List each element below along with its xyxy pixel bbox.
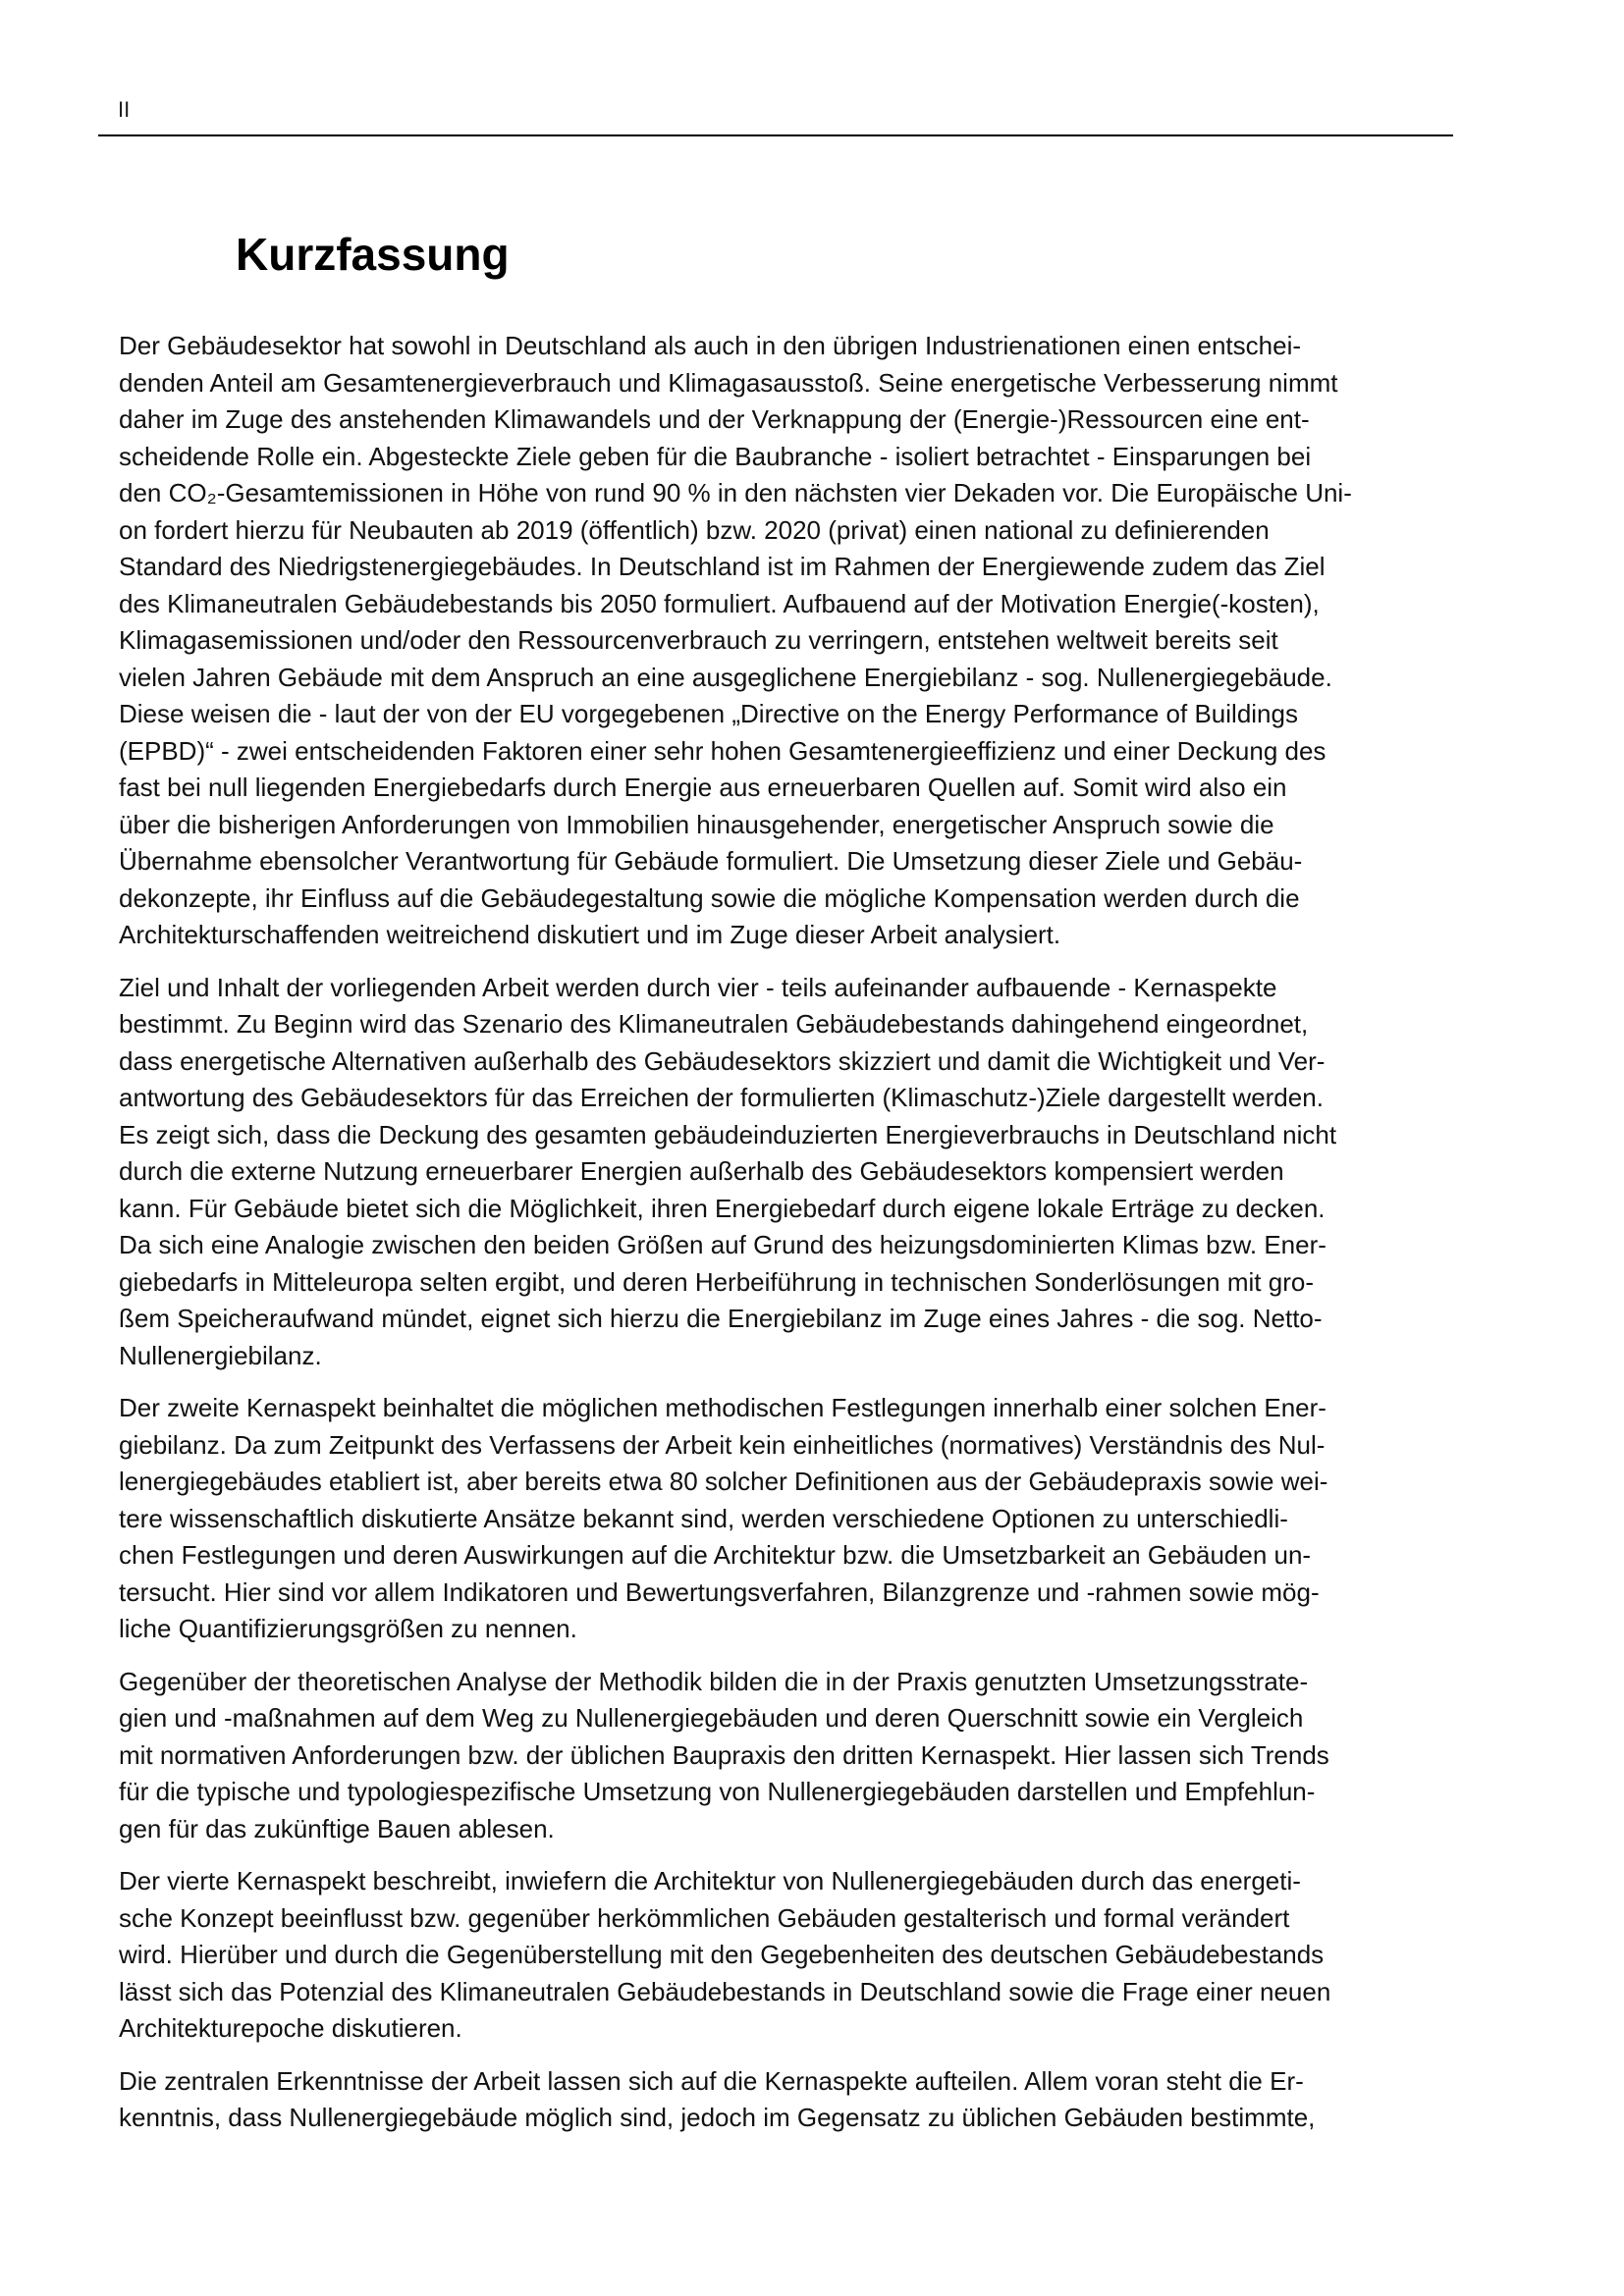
text-line: dekonzepte, ihr Einfluss auf die Gebäudegestaltung sowie die mögliche Kompensation werden durch die bbox=[119, 882, 1300, 913]
text-line: denden Anteil am Gesamtenergieverbrauch und Klimagasausstoß. Seine energetische Verbesserung nimmt bbox=[119, 367, 1338, 398]
paragraph bbox=[119, 328, 1435, 954]
text-line: lenergiegebäudes etabliert ist, aber bereits etwa 80 solcher Definitionen aus der Gebäudepraxis sowie wei- bbox=[119, 1467, 1328, 1496]
text-line: Der Gebäudesektor hat sowohl in Deutschland als auch in den übrigen Industrienationen einen entschei- bbox=[119, 331, 1301, 360]
text-line: tersucht. Hier sind vor allem Indikatoren und Bewertungsverfahren, Bilanzgrenze und -rahmen sowie mög- bbox=[119, 1576, 1320, 1607]
text-line: Der vierte Kernaspekt beschreibt, inwiefern die Architektur von Nullenergiegebäuden durch das energeti- bbox=[119, 1866, 1301, 1896]
text-line: kann. Für Gebäude bietet sich die Möglichkeit, ihren Energiebedarf durch eigene lokale Erträge zu decken. bbox=[119, 1193, 1326, 1223]
text-line: Gegenüber der theoretischen Analyse der Methodik bilden die in der Praxis genutzten Umsetzungsstrate- bbox=[119, 1666, 1309, 1696]
text-line: (EPBD)“ - zwei entscheidenden Faktoren einer sehr hohen Gesamtenergieeffizienz und einer Deckung des bbox=[119, 735, 1326, 766]
text-line: Es zeigt sich, dass die Deckung des gesamten gebäudeinduzierten Energieverbrauchs in Deutschland nicht bbox=[119, 1119, 1337, 1149]
text-line: Diese weisen die - laut der von der EU vorgegebenen „Directive on the Energy Performance of Buildings bbox=[119, 699, 1298, 728]
text-line: mit normativen Anforderungen bzw. der üblichen Baupraxis den dritten Kernaspekt. Hier lassen sich Trends bbox=[119, 1739, 1329, 1770]
text-line: Architekturschaffenden weitreichend diskutiert und im Zuge dieser Arbeit analysiert. bbox=[119, 920, 1061, 949]
text-line: dass energetische Alternativen außerhalb des Gebäudesektors skizziert und damit die Wichtigkeit und Ver- bbox=[119, 1045, 1326, 1076]
paragraph bbox=[119, 970, 1435, 1375]
text-line: liche Quantifizierungsgrößen zu nennen. bbox=[119, 1614, 577, 1643]
text-line: gien und -maßnahmen auf dem Weg zu Nullenergiegebäuden und deren Querschnitt sowie ein Vergleich bbox=[119, 1703, 1304, 1733]
text-line: on fordert hierzu für Neubauten ab 2019 (öffentlich) bzw. 2020 (privat) einen national zu definierenden bbox=[119, 514, 1270, 545]
text-line: Architekturepoche diskutieren. bbox=[119, 2013, 462, 2043]
text-line: Ziel und Inhalt der vorliegenden Arbeit werden durch vier - teils aufeinander aufbauende - Kernaspekte bbox=[119, 972, 1277, 1002]
text-line: Standard des Niedrigstenergiegebäudes. In Deutschland ist im Rahmen der Energiewende zudem das Ziel bbox=[119, 552, 1326, 581]
text-line: wird. Hierüber und durch die Gegenüberstellung mit den Gegebenheiten des deutschen Gebäudebestands bbox=[119, 1940, 1325, 1969]
text-line: ßem Speicheraufwand mündet, eignet sich hierzu die Energiebilanz im Zuge eines Jahres - die sog. Netto- bbox=[119, 1304, 1323, 1333]
text-line: antwortung des Gebäudesektors für das Erreichen der formulierten (Klimaschutz-)Ziele dargestellt werden. bbox=[119, 1083, 1324, 1112]
text-line: chen Festlegungen und deren Auswirkungen auf die Architektur bzw. die Umsetzbarkeit an Gebäuden un- bbox=[119, 1540, 1312, 1570]
text-line: bestimmt. Zu Beginn wird das Szenario des Klimaneutralen Gebäudebestands dahingehend eingeordnet, bbox=[119, 1009, 1309, 1039]
text-line: fast bei null liegenden Energiebedarfs durch Energie aus erneuerbaren Quellen auf. Somit wird also ein bbox=[119, 773, 1287, 802]
text-line: giebilanz. Da zum Zeitpunkt des Verfassens der Arbeit kein einheitliches (normatives) Verständnis des Nul- bbox=[119, 1429, 1326, 1460]
section-heading: Kurzfassung bbox=[236, 229, 510, 280]
text-line: über die bisherigen Anforderungen von Immobilien hinausgehender, energetischer Anspruch sowie die bbox=[119, 809, 1274, 839]
text-line: den CO₂-Gesamtemissionen in Höhe von rund 90 % in den nächsten vier Dekaden vor. Die Europäische Uni- bbox=[119, 478, 1352, 507]
paragraph bbox=[119, 1390, 1435, 1648]
paragraph bbox=[119, 1863, 1435, 2048]
text-line: daher im Zuge des anstehenden Klimawandels und der Verknappung der (Energie-)Ressourcen eine ent- bbox=[119, 404, 1310, 434]
text-line: tere wissenschaftlich diskutierte Ansätze bekannt sind, werden verschiedene Optionen zu unterschiedli- bbox=[119, 1503, 1288, 1533]
text-line: des Klimaneutralen Gebäudebestands bis 2050 formuliert. Aufbauend auf der Motivation Energie(-kosten), bbox=[119, 588, 1320, 618]
text-line: scheidende Rolle ein. Abgesteckte Ziele geben für die Baubranche - isoliert betrachtet - Einsparungen bei bbox=[119, 441, 1312, 471]
header-rule bbox=[98, 134, 1453, 136]
text-line: kenntnis, dass Nullenergiegebäude möglich sind, jedoch im Gegensatz zu üblichen Gebäuden bestimmte, bbox=[119, 2103, 1316, 2132]
text-line: Klimagasemissionen und/oder den Ressourcenverbrauch zu verringern, entstehen weltweit bereits seit bbox=[119, 625, 1278, 655]
text-line: Da sich eine Analogie zwischen den beiden Größen auf Grund des heizungsdominierten Klimas bzw. Ener- bbox=[119, 1230, 1326, 1259]
text-line: lässt sich das Potenzial des Klimaneutralen Gebäudebestands in Deutschland sowie die Frage einer neuen bbox=[119, 1976, 1331, 2006]
paragraph bbox=[119, 1664, 1435, 1848]
text-line: vielen Jahren Gebäude mit dem Anspruch an eine ausgeglichene Energiebilanz - sog. Nullenergiegebäude. bbox=[119, 662, 1332, 692]
text-line: Übernahme ebensolcher Verantwortung für Gebäude formuliert. Die Umsetzung dieser Ziele und Gebäu- bbox=[119, 846, 1303, 876]
text-line: Nullenergiebilanz. bbox=[119, 1340, 322, 1370]
text-line: gen für das zukünftige Bauen ablesen. bbox=[119, 1813, 555, 1843]
text-line: für die typische und typologiespezifische Umsetzung von Nullenergiegebäuden darstellen und Empfehlun- bbox=[119, 1777, 1316, 1806]
text-line: giebedarfs in Mitteleuropa selten ergibt, und deren Herbeiführung in technischen Sonderlösungen mit gro- bbox=[119, 1266, 1314, 1297]
paragraph bbox=[119, 2063, 1435, 2137]
text-line: Der zweite Kernaspekt beinhaltet die möglichen methodischen Festlegungen innerhalb einer solchen Ener- bbox=[119, 1393, 1326, 1422]
text-line: durch die externe Nutzung erneuerbarer Energien außerhalb des Gebäudesektors kompensiert werden bbox=[119, 1156, 1284, 1186]
body-text bbox=[119, 328, 1435, 2153]
text-line: Die zentralen Erkenntnisse der Arbeit lassen sich auf die Kernaspekte aufteilen. Allem voran steht die Er- bbox=[119, 2065, 1304, 2096]
text-line: sche Konzept beeinflusst bzw. gegenüber herkömmlichen Gebäuden gestalterisch und formal verändert bbox=[119, 1902, 1290, 1933]
page-number: II bbox=[118, 97, 131, 122]
